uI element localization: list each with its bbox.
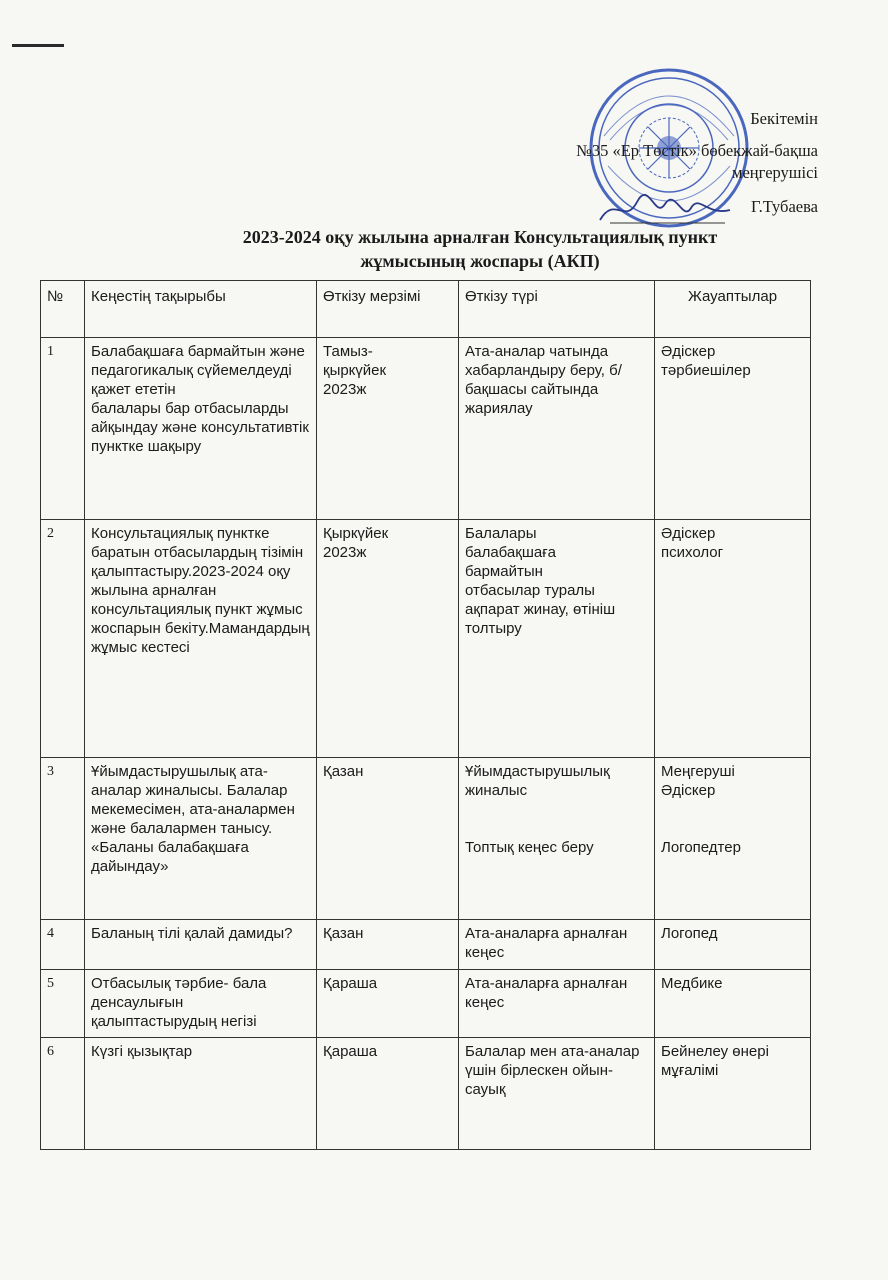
top-corner-line xyxy=(12,44,64,47)
approval-line-org: №35 «Ер Төстік» бөбекжай-бақша xyxy=(576,141,818,160)
header-date: Өткізу мерзімі xyxy=(317,281,459,338)
header-number: № xyxy=(41,281,85,338)
header-form: Өткізу түрі xyxy=(459,281,655,338)
document-title xyxy=(160,225,800,273)
cell-number: 3 xyxy=(41,758,85,920)
cell-date: Қазан xyxy=(317,920,459,970)
table-row xyxy=(41,970,811,1038)
header-responsible: Жауаптылар xyxy=(655,281,811,338)
table-row xyxy=(41,520,811,758)
approval-line-position: меңгерушісі xyxy=(732,163,818,182)
cell-topic: Баланың тілі қалай дамиды? xyxy=(85,920,317,970)
plan-table xyxy=(40,280,811,1150)
approval-block xyxy=(576,108,818,218)
cell-topic: Ұйымдастырушылық ата-аналар жиналысы. Балалар мекемесімен, ата-аналармен және балалармен танысу. «Баланы балабақшаға дайындау» xyxy=(85,758,317,920)
approval-line-approve: Бекітемін xyxy=(750,109,818,128)
cell-form: Ата-аналарға арналған кеңес xyxy=(459,920,655,970)
cell-topic: Отбасылық тәрбие- бала денсаулығын қалыптастырудың негізі xyxy=(85,970,317,1038)
table-row xyxy=(41,1038,811,1150)
cell-form: Балалар мен ата-аналар үшін бірлескен ойын-сауық xyxy=(459,1038,655,1150)
table-header-row xyxy=(41,281,811,338)
table-row xyxy=(41,338,811,520)
cell-form: Ұйымдастырушылық жиналыс Топтық кеңес беру xyxy=(459,758,655,920)
cell-topic: Балабақшаға бармайтын және педагогикалық сүйемелдеуді қажет ететін балалары бар отбасыларды айқындау және консультативтік пунктке шақыру xyxy=(85,338,317,520)
cell-topic: Күзгі қызықтар xyxy=(85,1038,317,1150)
cell-responsible: Меңгеруші Әдіскер Логопедтер xyxy=(655,758,811,920)
cell-responsible: Логопед xyxy=(655,920,811,970)
cell-number: 1 xyxy=(41,338,85,520)
cell-number: 5 xyxy=(41,970,85,1038)
cell-number: 6 xyxy=(41,1038,85,1150)
cell-responsible: Бейнелеу өнері мұғалімі xyxy=(655,1038,811,1150)
header-topic: Кеңестің тақырыбы xyxy=(85,281,317,338)
approval-line-name: Г.Тубаева xyxy=(750,197,818,216)
cell-responsible: Әдіскер психолог xyxy=(655,520,811,758)
cell-form: Ата-аналарға арналған кеңес xyxy=(459,970,655,1038)
cell-topic: Консультациялық пунктке баратын отбасылардың тізімін қалыптастыру.2023-2024 оқу жылына арналған консультациялық пункт жұмыс жоспарын бекіту.Мамандардың жұмыс кестесі xyxy=(85,520,317,758)
cell-date: Қыркүйек 2023ж xyxy=(317,520,459,758)
cell-date: Қараша xyxy=(317,1038,459,1150)
cell-responsible: Әдіскер тәрбиешілер xyxy=(655,338,811,520)
table-row xyxy=(41,758,811,920)
title-line-1: 2023-2024 оқу жылына арналған Консультациялық пункт xyxy=(242,227,718,247)
cell-date: Тамыз- қыркүйек 2023ж xyxy=(317,338,459,520)
cell-responsible: Медбике xyxy=(655,970,811,1038)
table-body xyxy=(41,338,811,1150)
cell-date: Қазан xyxy=(317,758,459,920)
cell-number: 2 xyxy=(41,520,85,758)
cell-form: Ата-аналар чатында хабарландыру беру, б/бақшасы сайтында жариялау xyxy=(459,338,655,520)
cell-number: 4 xyxy=(41,920,85,970)
cell-form: Балалары балабақшаға бармайтын отбасылар туралы ақпарат жинау, өтініш толтыру xyxy=(459,520,655,758)
title-line-2: жұмысының жоспары (АКП) xyxy=(360,251,600,271)
cell-date: Қараша xyxy=(317,970,459,1038)
table-row xyxy=(41,920,811,970)
